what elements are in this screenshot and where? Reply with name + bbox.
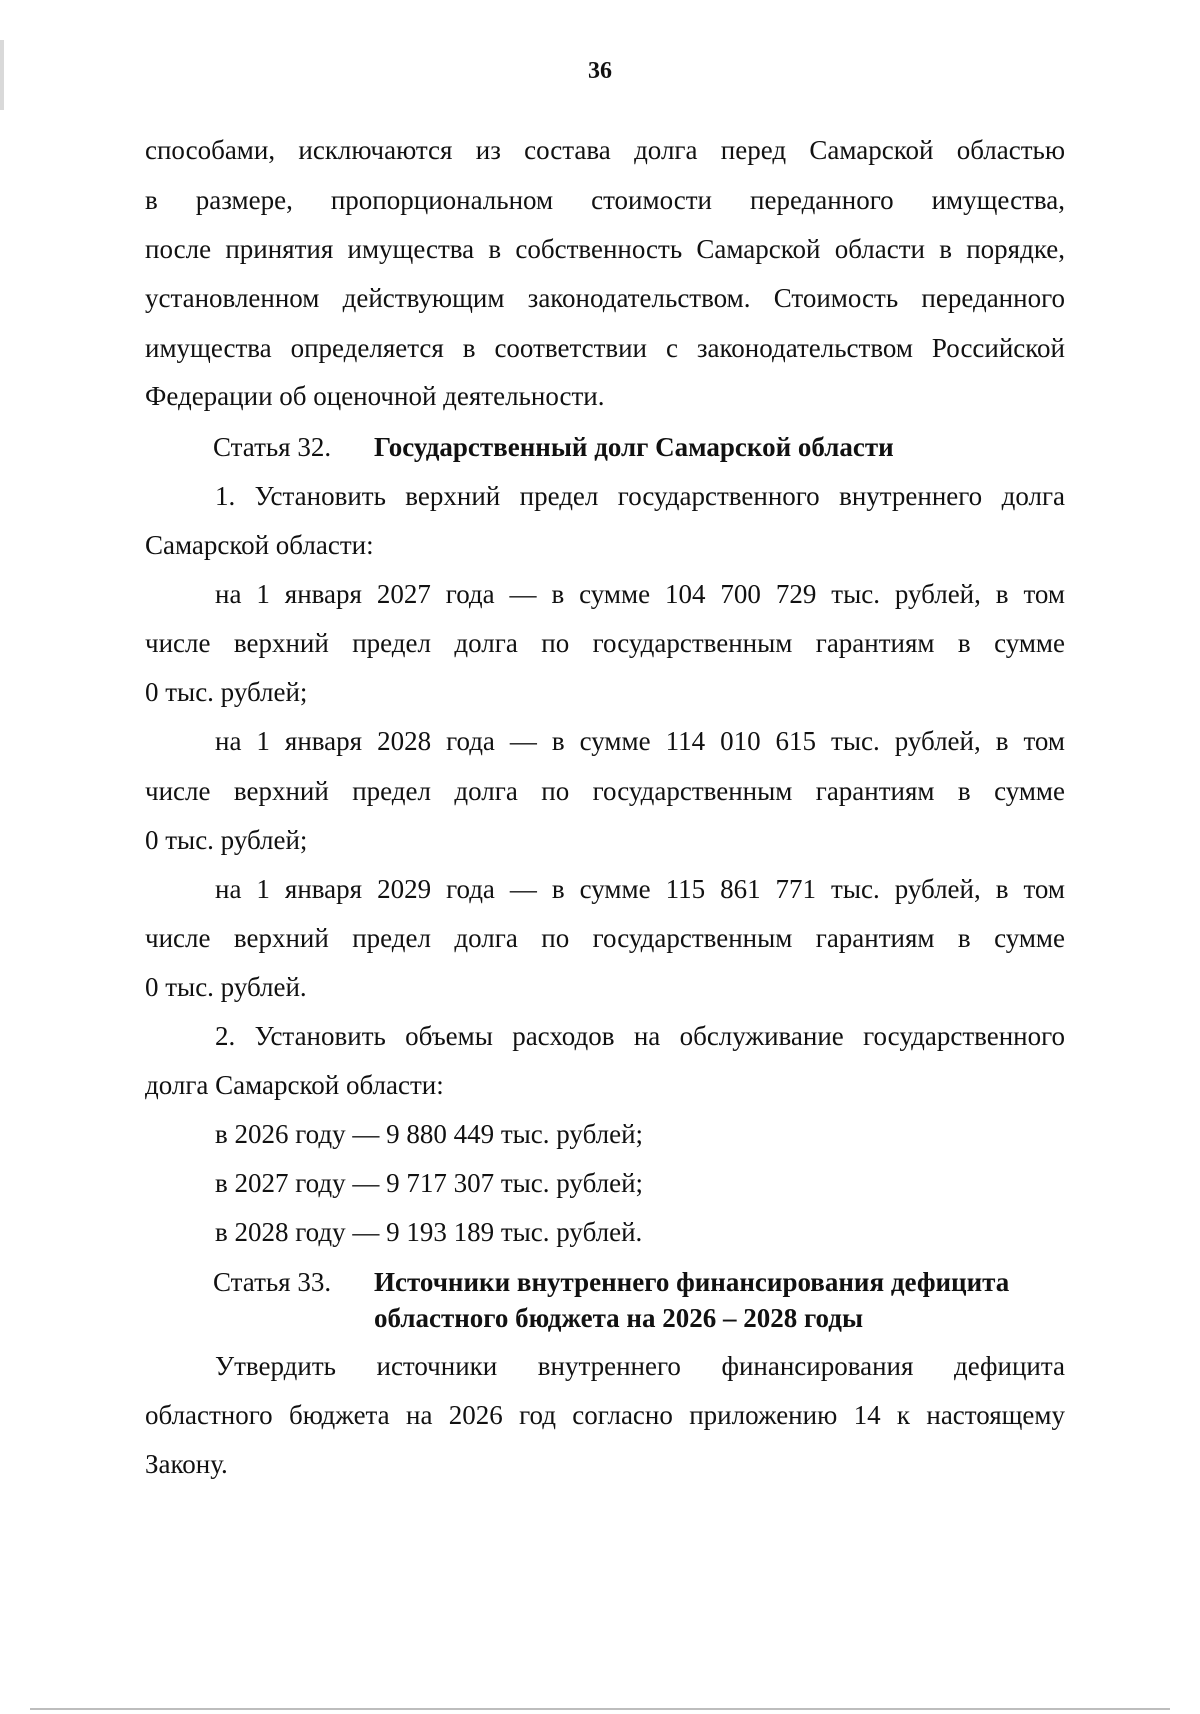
expense-2027: в 2027 году — 9 717 307 тыс. рублей; <box>215 1168 644 1198</box>
debt-limit-2029-line: на 1 января 2029 года — в сумме 115 861 771 тыс. рублей, в том <box>215 874 1065 904</box>
article-32-number: Статья 32. <box>213 432 332 462</box>
item-2-line: долга Самарской области: <box>145 1070 444 1100</box>
debt-limit-2028-line: 0 тыс. рублей; <box>145 825 308 855</box>
page-number: 36 <box>588 58 612 84</box>
article-33-body-line: Утвердить источники внутреннего финансирования дефицита <box>215 1351 1065 1381</box>
article-33-title-line: Источники внутреннего финансирования дефицита <box>374 1267 1010 1297</box>
debt-limit-2029-line: 0 тыс. рублей. <box>145 972 307 1002</box>
article-33-body-line: областного бюджета на 2026 год согласно приложению 14 к настоящему <box>145 1400 1065 1430</box>
scan-bottom-rule <box>30 1708 1170 1710</box>
debt-limit-2027-line: на 1 января 2027 года — в сумме 104 700 729 тыс. рублей, в том <box>215 579 1065 609</box>
debt-limit-2027-line: 0 тыс. рублей; <box>145 677 308 707</box>
paragraph-line: способами, исключаются из состава долга перед Самарской областью <box>145 135 1065 165</box>
article-33-body-line: Закону. <box>145 1449 228 1479</box>
paragraph-line: Федерации об оценочной деятельности. <box>145 381 605 411</box>
item-1-line: 1. Установить верхний предел государственного внутреннего долга <box>215 481 1065 511</box>
article-33-title-line: областного бюджета на 2026 – 2028 годы <box>374 1303 864 1333</box>
debt-limit-2029-line: числе верхний предел долга по государственным гарантиям в сумме <box>145 923 1065 953</box>
paragraph-line: после принятия имущества в собственность Самарской области в порядке, <box>145 234 1065 264</box>
debt-limit-2028-line: числе верхний предел долга по государственным гарантиям в сумме <box>145 776 1065 806</box>
paragraph-line: в размере, пропорциональном стоимости переданного имущества, <box>145 185 1065 215</box>
expense-2028: в 2028 году — 9 193 189 тыс. рублей. <box>215 1217 643 1247</box>
item-1-line: Самарской области: <box>145 530 374 560</box>
item-2-line: 2. Установить объемы расходов на обслуживание государственного <box>215 1021 1065 1051</box>
paragraph-line: имущества определяется в соответствии с законодательством Российской <box>145 333 1065 363</box>
debt-limit-2027-line: числе верхний предел долга по государственным гарантиям в сумме <box>145 628 1065 658</box>
article-32-title: Государственный долг Самарской области <box>374 432 894 462</box>
debt-limit-2028-line: на 1 января 2028 года — в сумме 114 010 615 тыс. рублей, в том <box>215 726 1065 756</box>
paragraph-line: установленном действующим законодательством. Стоимость переданного <box>145 283 1065 313</box>
expense-2026: в 2026 году — 9 880 449 тыс. рублей; <box>215 1119 644 1149</box>
article-33-number: Статья 33. <box>213 1267 332 1297</box>
